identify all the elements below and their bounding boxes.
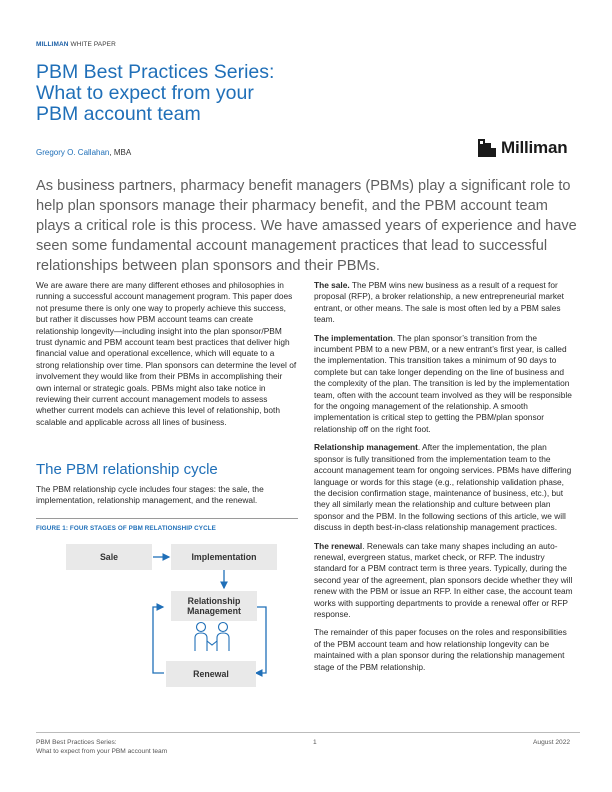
implementation-text: . The plan sponsor’s transition from the incumbent PBM to a new PBM, or a new entrant’s first year, is called the implementation. This transition takes a minimum of 90 days to complete but can take longer depending on the line of business and the complexity of the plan. The transition is led by the implementation team, often with the account team involved as they will be responsible for the ongoing management of the relationship. A smooth implementation is critical step to getting the PBM/plan sponsor relationship off on the right foot. [314,332,572,434]
kicker [36,41,116,48]
right-column-body [314,280,576,680]
left-column-body [36,280,298,435]
sale-text: The PBM wins new business as a result of a request for proposal (RFP), a broker relationship, a new entrepreneurial market entrant, or other means. The sale is most often led by a PBM sales team. [314,280,564,325]
kicker-brand: MILLIMAN [36,41,69,48]
author-name: Gregory O. Callahan [36,148,110,157]
relationship-cycle-diagram [66,541,286,697]
body-paragraph: We are aware there are many different ethoses and philosophies in running a successful account management program. This paper does not presume there is only one way to properly achieve this success, but rather it discusses how PBM account teams can create relationship longevity—including insight into the plan sponsor/PBM trust dynamic and PBM account team best practices that deliver high financial value and operational excellence, which will equate to a strong relationship over time. Plan sponsors can determine the level of involvement they would like from their PBMs in accomplishing their own internal or strategic goals. PBMs might also take notice in reviewing their current account management models to assess whether current models can achieve this level of relationship, both scalable and applicable across all lines of business. [36,280,297,427]
title-line: What to expect from your [36,82,254,104]
stage-sale: Sale [66,544,152,570]
title-line: PBM Best Practices Series: [36,61,275,83]
relationship-management-paragraph [314,442,576,533]
figure-caption: FIGURE 1: FOUR STAGES OF PBM RELATIONSHIP CYCLE [36,525,216,532]
author [36,148,131,157]
stage-label-line: Relationship [187,596,241,606]
closing-paragraph: The remainder of this paper focuses on the roles and responsibilities of the PBM account team and how relationship longevity can be maintained with a plan sponsor during the relationship management stage of the PBM relationship. [314,627,567,672]
footer-series [36,739,167,756]
relationship-management-text: . After the implementation, the plan sponsor is fully transitioned from the implementation team to the account management team for ongoing services. PBMs have differing language or words for this stage (e.g., relationship validation phase, the decision confirmation stage, maintenance of business, etc.), but they all similarly mean the relationship and culture between plan sponsor and the PBM. In the following sections of this article, we will discuss in depth best-in-class relationship management practices. [314,442,572,533]
milliman-logo [478,137,578,159]
handshake-people-icon [195,623,229,652]
cycle-intro-paragraph: The PBM relationship cycle includes four stages: the sale, the implementation, relationship management, and the renewal. [36,484,264,506]
kicker-rest: WHITE PAPER [68,41,116,48]
renewal-lead: The renewal [314,540,363,551]
implementation-lead: The implementation [314,332,393,343]
relationship-management-lead: Relationship management [314,442,418,453]
page-title [36,62,366,125]
footer-series-line: What to expect from your PBM account team [36,747,168,755]
logo-mark-icon [478,139,496,157]
footer-series-line: PBM Best Practices Series: [36,739,117,746]
page-number: 1 [313,739,317,746]
implementation-paragraph [314,333,576,436]
title-line: PBM account team [36,103,201,125]
logo-wordmark: Milliman [501,138,568,157]
stage-implementation: Implementation [171,544,277,570]
sale-paragraph [314,280,576,326]
figure-divider [36,518,298,519]
stage-renewal: Renewal [166,661,256,687]
author-credentials: , MBA [109,148,132,157]
renewal-paragraph [314,541,576,621]
stage-relationship-management [171,591,257,621]
stage-label-line: Management [187,606,241,616]
renewal-text: . Renewals can take many shapes including an auto-renewal, evergreen status, market check, or RFP. The industry standard for a PBM contract term is three years. Typically, during the second year of the agreement, plan sponsors decide whether they will renew with the PBM or issue an RFP. In either case, the account team works with supporting departments to provide a renewal offer or RFP response. [314,540,573,619]
sale-lead: The sale. [314,280,350,290]
intro-paragraph: As business partners, pharmacy benefit managers (PBMs) play a significant role to help plan sponsors manage their pharmacy benefit, and the PBM account team plays a critical role is this process. We have amassed years of experience and have seen some fundamental account management practices that lead to successful relationships between plan sponsors and their PBMs. [36,178,577,274]
section-heading: The PBM relationship cycle [36,461,218,478]
footer-date: August 2022 [533,739,571,746]
footer-divider [36,732,580,733]
